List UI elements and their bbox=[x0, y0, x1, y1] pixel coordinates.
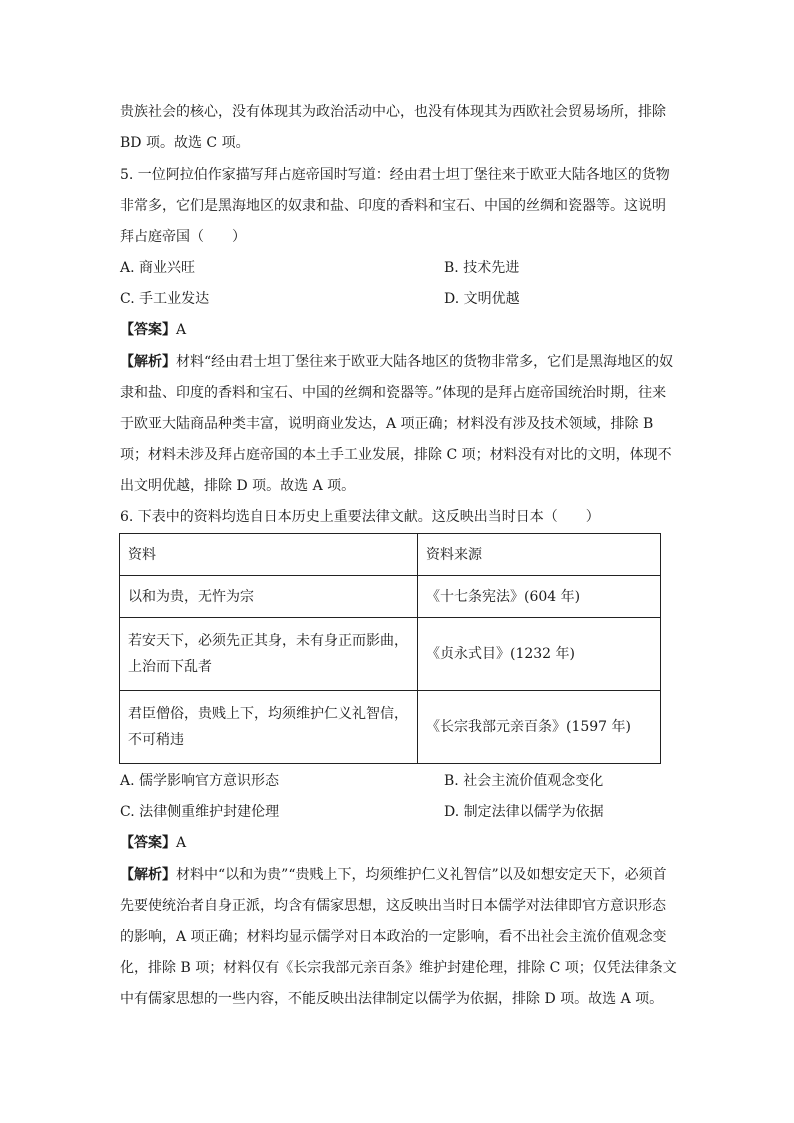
q6-stem: 6. 下表中的资料均选自日本历史上重要法律文献。这反映出当时日本（ ） bbox=[120, 509, 600, 525]
q5-option-a: A. 商业兴旺 bbox=[120, 260, 196, 276]
cell-line: 上治而下乱者 bbox=[128, 659, 212, 675]
cell-line: 君臣僧俗，贵贱上下，均须维护仁义礼智信， bbox=[128, 706, 408, 722]
table-cell-material bbox=[120, 691, 418, 764]
q5-analysis-line: 出文明优越，排除 D 项。故选 A 项。 bbox=[120, 478, 356, 494]
q6-analysis-line: 中有儒家思想的一些内容，不能反映出法律制定以儒学为依据，排除 D 项。故选 A 项。 bbox=[120, 991, 664, 1007]
q5-answer bbox=[120, 320, 680, 340]
table-cell-material bbox=[120, 618, 418, 691]
q5-stem-line: 5. 一位阿拉伯作家描写拜占庭帝国时写道：经由君士坦丁堡往来于欧亚大陆各地区的货物 bbox=[120, 167, 670, 183]
analysis-text: 材料中“以和为贵”“贵贱上下，均须维护仁义礼智信”以及如想安定天下，必须首 bbox=[176, 867, 667, 883]
q6-analysis-line bbox=[120, 865, 680, 885]
q6-answer bbox=[120, 833, 680, 853]
q5-option-d: D. 文明优越 bbox=[444, 291, 520, 307]
q5-option-c: C. 手工业发达 bbox=[120, 291, 210, 307]
q6-analysis-line: 先要使统治者自身正派，均含有儒家思想，这反映出当时日本儒学对法律即官方意识形态 bbox=[120, 898, 666, 914]
q6-analysis-line: 化，排除 B 项；材料仅有《长宗我部元亲百条》维护封建伦理，排除 C 项；仅凭法律条文 bbox=[120, 960, 677, 976]
table-header-cell: 资料 bbox=[120, 534, 418, 576]
table-row bbox=[120, 691, 661, 764]
text-line: 贵族社会的核心，没有体现其为政治活动中心，也没有体现其为西欧社会贸易场所，排除 bbox=[120, 104, 666, 120]
q6-option-c: C. 法律侧重维护封建伦理 bbox=[120, 804, 280, 820]
table-cell-source: 《十七条宪法》(604 年) bbox=[418, 576, 661, 618]
table-cell-source: 《贞永式目》(1232 年) bbox=[418, 618, 661, 691]
q5-analysis-line: 隶和盐、印度的香料和宝石、中国的丝绸和瓷器等。”体现的是拜占庭帝国统治时期，往来 bbox=[120, 385, 667, 401]
q5-stem-line: 拜占庭帝国（ ） bbox=[120, 229, 246, 245]
table-header-cell: 资料来源 bbox=[418, 534, 661, 576]
analysis-label: 【解析】 bbox=[120, 354, 176, 370]
answer-label: 【答案】 bbox=[120, 835, 176, 851]
q5-analysis-line: 项；材料未涉及拜占庭帝国的本土手工业发展，排除 C 项；材料没有对比的文明，体现不 bbox=[120, 447, 672, 463]
table-row bbox=[120, 618, 661, 691]
table-cell-material: 以和为贵，无忤为宗 bbox=[120, 576, 418, 618]
source-table bbox=[119, 533, 661, 764]
cell-line: 若安天下，必须先正其身，未有身正而影曲， bbox=[128, 633, 408, 649]
analysis-label: 【解析】 bbox=[120, 867, 176, 883]
q5-analysis-line bbox=[120, 352, 680, 372]
q5-option-b: B. 技术先进 bbox=[444, 260, 520, 276]
q6-option-d: D. 制定法律以儒学为依据 bbox=[444, 804, 604, 820]
q6-analysis-line: 的影响，A 项正确；材料均显示儒学对日本政治的一定影响，看不出社会主流价值观念变 bbox=[120, 929, 667, 945]
q5-stem-line: 非常多，它们是黑海地区的奴隶和盐、印度的香料和宝石、中国的丝绸和瓷器等。这说明 bbox=[120, 198, 666, 214]
q6-option-b: B. 社会主流价值观念变化 bbox=[444, 773, 604, 789]
table-row bbox=[120, 576, 661, 618]
table-cell-source: 《长宗我部元亲百条》(1597 年) bbox=[418, 691, 661, 764]
table-header-row bbox=[120, 534, 661, 576]
q5-analysis-line: 于欧亚大陆商品种类丰富，说明商业发达，A 项正确；材料没有涉及技术领域，排除 B bbox=[120, 416, 654, 432]
text-line: BD 项。故选 C 项。 bbox=[120, 135, 250, 151]
analysis-text: 材料“经由君士坦丁堡往来于欧亚大陆各地区的货物非常多，它们是黑海地区的奴 bbox=[176, 354, 674, 370]
answer-value: A bbox=[176, 835, 187, 851]
cell-line: 不可稍违 bbox=[128, 732, 184, 748]
answer-label: 【答案】 bbox=[120, 322, 176, 338]
answer-value: A bbox=[176, 322, 187, 338]
q6-option-a: A. 儒学影响官方意识形态 bbox=[120, 773, 280, 789]
